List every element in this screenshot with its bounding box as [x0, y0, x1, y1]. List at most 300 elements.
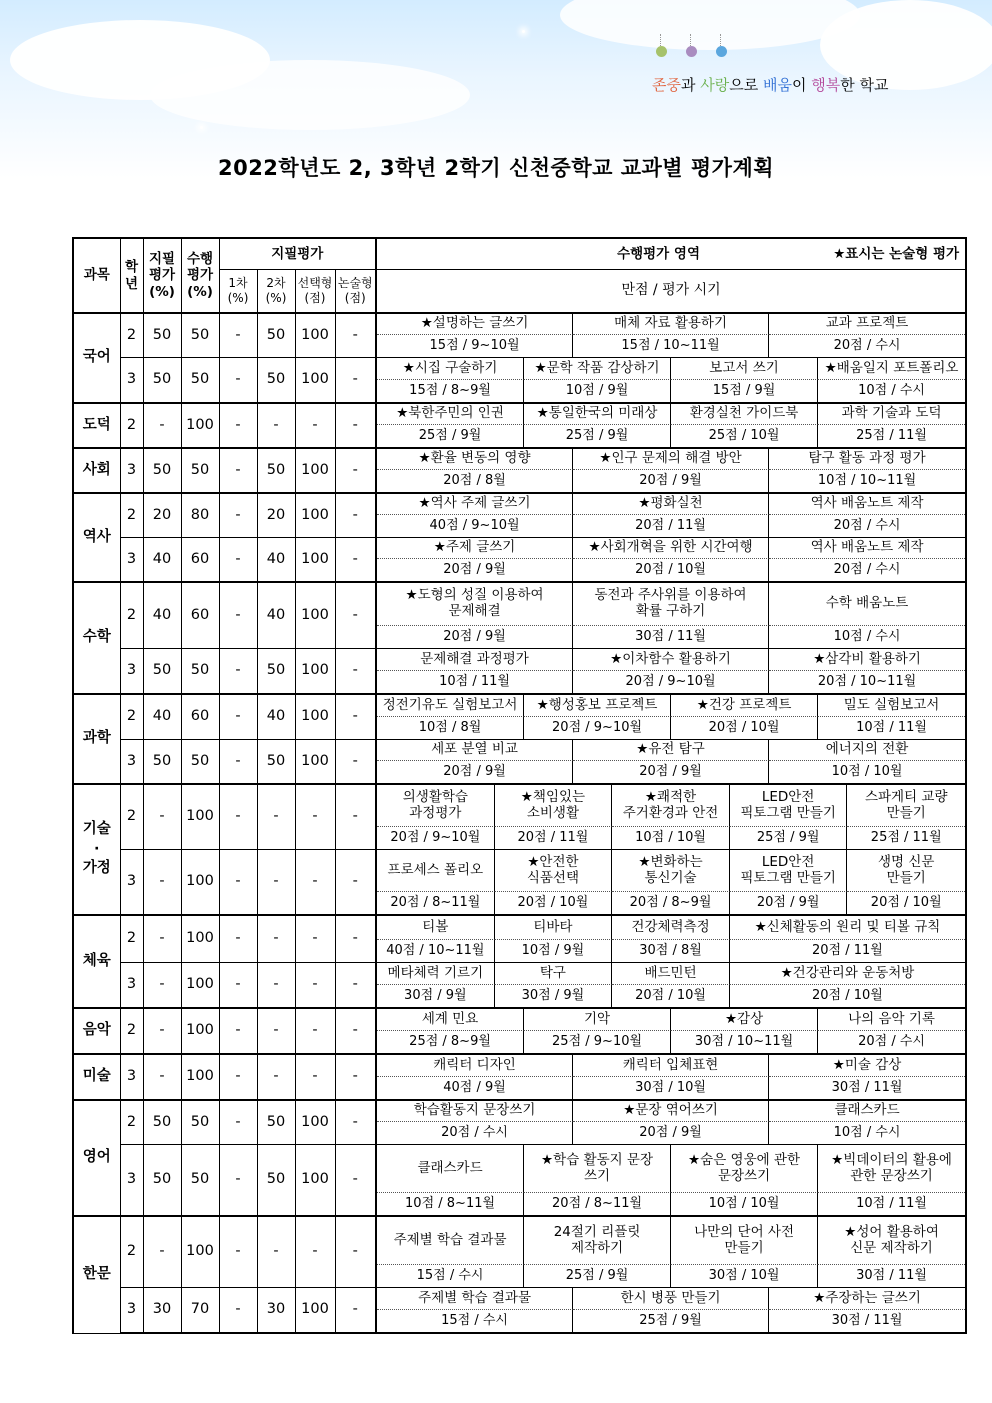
performance-task-names: [377, 1288, 965, 1310]
score-period: 20점 / 수시: [833, 337, 901, 353]
performance-task: 환경실천 가이드북: [671, 404, 818, 425]
first-cell: -: [219, 538, 257, 583]
score-period: 20점 / 8~11월: [524, 1193, 671, 1215]
second-cell: 50: [257, 1145, 295, 1217]
performance-task: 24절기 리플릿 제작하기: [524, 1217, 671, 1265]
performance-task-names: [377, 358, 965, 380]
score-period: 20점 / 수시: [377, 1122, 573, 1144]
score-period: 15점 / 9~10월: [377, 335, 573, 357]
first-cell: -: [219, 784, 257, 850]
subject-label: 영어: [82, 1149, 111, 1166]
subject-label: 수학: [82, 629, 111, 646]
performance-task-scores: [377, 515, 965, 537]
performance-task-scores: [377, 892, 965, 914]
wr-cell: 50: [143, 649, 181, 695]
first-cell: -: [219, 649, 257, 695]
choice-cell: 100: [295, 740, 335, 785]
score-period: 40점 / 9~10월: [377, 515, 573, 537]
performance-task: ★성어 활용하여 신문 제작하기: [818, 1217, 965, 1265]
performance-task: 수학 배움노트: [769, 583, 965, 626]
score-period: 10점 / 8~11월: [377, 1193, 524, 1215]
table-row: [73, 582, 966, 649]
score-period: 25점 / 10월: [671, 425, 818, 447]
subject-label: 음악: [82, 1022, 111, 1039]
wr-cell: 40: [143, 538, 181, 583]
performance-task: 티볼: [377, 916, 495, 940]
score-period: 25점 / 9월: [377, 425, 524, 447]
performance-task: ★배움일지 포트폴리오: [818, 358, 965, 380]
performance-task-names: [377, 1009, 965, 1031]
performance-task: LED안전 픽토그램 만들기: [730, 785, 848, 827]
score-period: 10점 / 수시: [858, 382, 925, 398]
first-cell: -: [219, 694, 257, 740]
performance-task-scores: [377, 1193, 965, 1215]
performance-cell: [376, 784, 966, 850]
grade-cell: 3: [120, 740, 143, 785]
performance-task: 티바타: [495, 916, 613, 940]
subject-cell: [73, 915, 120, 1008]
subject-label: 미술: [82, 1068, 111, 1085]
performance-cell: [376, 493, 966, 538]
performance-task: ★건강관리와 운동처방: [730, 963, 965, 985]
header-star-note: ★표시는 논술형 평가: [833, 245, 960, 262]
performance-task: 밀도 실험보고서: [818, 695, 965, 717]
school-motto: [652, 74, 888, 95]
choice-cell: 100: [295, 448, 335, 493]
second-cell: -: [257, 1216, 295, 1288]
motto-word: 존중: [652, 76, 681, 94]
wr-cell: -: [143, 1054, 181, 1100]
score-period: 10점 / 9월: [495, 940, 613, 962]
performance-task: 캐릭터 입체표현: [573, 1055, 769, 1077]
table-row: [73, 403, 966, 448]
first-cell: -: [219, 1054, 257, 1100]
wr-cell: -: [143, 915, 181, 963]
performance-task: ★책임있는 소비생활: [495, 785, 613, 827]
score-period: 30점 / 11월: [856, 1267, 927, 1283]
second-cell: -: [257, 403, 295, 448]
subject-label: 국어: [82, 349, 111, 366]
essay-cell: -: [335, 1054, 376, 1100]
performance-task: 에너지의 전환: [769, 740, 965, 761]
performance-task: 역사 배움노트 제작: [769, 494, 965, 515]
score-period: 30점 / 8월: [612, 940, 730, 962]
performance-task-names: [377, 695, 965, 717]
grade-cell: 3: [120, 1145, 143, 1217]
score-period: 20점 / 수시: [833, 517, 901, 533]
performance-task: 스파게티 교량 만들기: [847, 785, 965, 827]
score-period: 15점 / 수시: [377, 1265, 524, 1287]
pr-cell: 100: [181, 784, 219, 850]
score-period: 20점 / 9월: [573, 1122, 769, 1144]
performance-task-names: [377, 1217, 965, 1265]
pr-cell: 50: [181, 649, 219, 695]
performance-task: 배드민턴: [612, 963, 730, 985]
pr-cell: 80: [181, 493, 219, 538]
performance-task: ★이차함수 활용하기: [573, 649, 769, 671]
score-period: 10점 / 11월: [856, 719, 927, 735]
choice-cell: 100: [295, 1145, 335, 1217]
pr-cell: 60: [181, 538, 219, 583]
performance-task-names: [377, 583, 965, 626]
score-period: 20점 / 10월: [870, 894, 942, 910]
score-period: 25점 / 8~9월: [377, 1031, 524, 1053]
choice-cell: -: [295, 850, 335, 916]
evaluation-plan-table: [72, 237, 967, 1334]
performance-task: 클래스카드: [769, 1101, 965, 1122]
table-row: [73, 850, 966, 916]
pr-cell: 70: [181, 1288, 219, 1334]
essay-cell: -: [335, 358, 376, 404]
second-cell: 50: [257, 740, 295, 785]
score-period: 20점 / 10월: [812, 987, 883, 1003]
performance-task: 문제해결 과정평가: [377, 649, 573, 671]
performance-task: 세포 분열 비교: [377, 740, 573, 761]
score-period: 10점 / 11월: [377, 671, 573, 693]
choice-cell: -: [295, 1008, 335, 1054]
table-row: [73, 649, 966, 695]
motto-text: 과: [680, 76, 701, 94]
first-cell: -: [219, 1145, 257, 1217]
performance-task-names: [377, 494, 965, 515]
header-perf-area-label: 수행평가 영역: [617, 245, 700, 262]
wr-cell: 50: [143, 1100, 181, 1145]
grade-cell: 2: [120, 313, 143, 358]
score-period: 20점 / 10월: [495, 892, 613, 914]
pr-cell: 50: [181, 448, 219, 493]
score-period: 30점 / 10~11월: [671, 1031, 818, 1053]
grade-cell: 2: [120, 915, 143, 963]
first-cell: -: [219, 740, 257, 785]
essay-cell: -: [335, 963, 376, 1009]
performance-task: ★북한주민의 인권: [377, 404, 524, 425]
performance-task: ★문학 작품 감상하기: [524, 358, 671, 380]
score-period: 10점 / 수시: [833, 1124, 901, 1140]
performance-cell: [376, 1216, 966, 1288]
second-cell: 50: [257, 313, 295, 358]
score-period: 20점 / 8월: [377, 470, 573, 492]
choice-cell: 100: [295, 1288, 335, 1334]
score-period: 20점 / 10월: [671, 717, 818, 739]
table-row: [73, 493, 966, 538]
performance-task-names: [377, 404, 965, 425]
table-row: [73, 694, 966, 740]
score-period: 20점 / 9월: [377, 559, 573, 581]
performance-task: ★통일한국의 미래상: [524, 404, 671, 425]
score-period: 20점 / 10월: [573, 559, 769, 581]
pr-cell: 50: [181, 1100, 219, 1145]
score-period: 20점 / 8~9월: [612, 892, 730, 914]
grade-cell: 2: [120, 1216, 143, 1288]
table-row: [73, 1008, 966, 1054]
score-period: 20점 / 9월: [377, 761, 573, 783]
score-period: 10점 / 10월: [671, 1193, 818, 1215]
header-second: 2차 (%): [257, 269, 295, 313]
performance-task: 의생활학습 과정평가: [377, 785, 495, 827]
performance-task: 역사 배움노트 제작: [769, 538, 965, 559]
score-period: 20점 / 9~10월: [573, 671, 769, 693]
table-row: [73, 1288, 966, 1334]
first-cell: -: [219, 1008, 257, 1054]
performance-task: ★숨은 영웅에 관한 문장쓰기: [671, 1145, 818, 1193]
performance-task: 한시 병풍 만들기: [573, 1288, 769, 1310]
score-period: 10점 / 8월: [377, 717, 524, 739]
second-cell: 50: [257, 448, 295, 493]
grade-cell: 2: [120, 784, 143, 850]
performance-task-scores: [377, 380, 965, 402]
performance-task: 매체 자료 활용하기: [573, 314, 769, 335]
performance-task: ★삼각비 활용하기: [769, 649, 965, 671]
performance-task: 나만의 단어 사전 만들기: [671, 1217, 818, 1265]
essay-cell: -: [335, 740, 376, 785]
score-period: 20점 / 9~10월: [377, 827, 495, 849]
performance-task: 클래스카드: [377, 1145, 524, 1193]
performance-cell: [376, 1288, 966, 1334]
table-row: [73, 1145, 966, 1217]
performance-task: ★평화실천: [573, 494, 769, 515]
grade-cell: 3: [120, 963, 143, 1009]
performance-task: 메타체력 기르기: [377, 963, 495, 985]
table-row: [73, 538, 966, 583]
choice-cell: 100: [295, 1100, 335, 1145]
grade-cell: 3: [120, 538, 143, 583]
header-choice: 선택형 (점): [295, 269, 335, 313]
essay-cell: -: [335, 538, 376, 583]
performance-task-scores: [377, 1265, 965, 1287]
first-cell: -: [219, 1100, 257, 1145]
choice-cell: -: [295, 1054, 335, 1100]
wr-cell: 50: [143, 1145, 181, 1217]
score-period: 10점 / 수시: [833, 628, 901, 644]
sparkle-decoration: [522, 30, 525, 33]
score-period: 25점 / 9월: [573, 1310, 769, 1332]
performance-cell: [376, 915, 966, 963]
header-essay: 논술형 (점): [335, 269, 376, 313]
performance-task-names: [377, 449, 965, 470]
performance-task: ★인구 문제의 해결 방안: [573, 449, 769, 470]
second-cell: 50: [257, 649, 295, 695]
performance-task-names: [377, 649, 965, 671]
dot-icon: [686, 46, 697, 57]
wr-cell: -: [143, 1008, 181, 1054]
score-period: 30점 / 10월: [671, 1265, 818, 1287]
choice-cell: 100: [295, 313, 335, 358]
performance-cell: [376, 448, 966, 493]
subject-label: 한문: [82, 1265, 111, 1282]
essay-cell: -: [335, 403, 376, 448]
essay-cell: -: [335, 313, 376, 358]
score-period: 30점 / 9월: [377, 985, 495, 1007]
subject-cell: [73, 403, 120, 448]
first-cell: -: [219, 915, 257, 963]
performance-task: 프로세스 폴리오: [377, 850, 495, 892]
table-row: [73, 784, 966, 850]
performance-task: ★미술 감상: [769, 1055, 965, 1077]
performance-task: 생명 신문 만들기: [847, 850, 965, 892]
score-period: 15점 / 10~11월: [573, 335, 769, 357]
subject-cell: [73, 582, 120, 694]
score-period: 10점 / 10월: [831, 763, 903, 779]
header-subject: 과목: [73, 238, 120, 313]
grade-cell: 3: [120, 448, 143, 493]
grade-cell: 2: [120, 493, 143, 538]
score-period: 10점 / 10월: [612, 827, 730, 849]
first-cell: -: [219, 963, 257, 1009]
second-cell: 20: [257, 493, 295, 538]
second-cell: -: [257, 915, 295, 963]
subject-cell: [73, 1054, 120, 1100]
performance-task: ★문장 엮어쓰기: [573, 1101, 769, 1122]
performance-task: ★역사 주제 글쓰기: [377, 494, 573, 515]
document-title: 2022학년도 2, 3학년 2학기 신천중학교 교과별 평가계획: [217, 156, 775, 180]
dot-icon: [656, 46, 667, 57]
motto-word: 사랑: [700, 76, 730, 94]
performance-task: ★변화하는 통신기술: [612, 850, 730, 892]
pr-cell: 50: [181, 358, 219, 404]
pr-cell: 100: [181, 1054, 219, 1100]
wr-cell: 50: [143, 448, 181, 493]
second-cell: 30: [257, 1288, 295, 1334]
table-row: [73, 358, 966, 404]
subject-label: 기술 · 가정: [82, 821, 111, 877]
performance-task: ★빅데이터의 활용에 관한 문장쓰기: [818, 1145, 965, 1193]
subject-cell: [73, 784, 120, 915]
second-cell: -: [257, 1054, 295, 1100]
performance-task-scores: [377, 470, 965, 492]
second-cell: 40: [257, 538, 295, 583]
performance-task-names: [377, 538, 965, 559]
essay-cell: -: [335, 1288, 376, 1334]
performance-cell: [376, 582, 966, 649]
score-period: 20점 / 10월: [612, 985, 730, 1007]
essay-cell: -: [335, 649, 376, 695]
first-cell: -: [219, 313, 257, 358]
grade-cell: 3: [120, 1054, 143, 1100]
table-row: [73, 1100, 966, 1145]
performance-cell: [376, 1008, 966, 1054]
score-period: 20점 / 9월: [730, 892, 848, 914]
performance-task: ★건강 프로젝트: [671, 695, 818, 717]
score-period: 15점 / 9월: [671, 380, 818, 402]
essay-cell: -: [335, 1100, 376, 1145]
performance-task: 캐릭터 디자인: [377, 1055, 573, 1077]
performance-cell: [376, 649, 966, 695]
performance-cell: [376, 1054, 966, 1100]
first-cell: -: [219, 448, 257, 493]
grade-cell: 2: [120, 694, 143, 740]
performance-task-names: [377, 916, 965, 940]
subject-cell: [73, 493, 120, 582]
performance-task: 보고서 쓰기: [671, 358, 818, 380]
score-period: 20점 / 11월: [812, 942, 883, 958]
performance-task-scores: [377, 626, 965, 648]
second-cell: 50: [257, 358, 295, 404]
wr-cell: -: [143, 784, 181, 850]
subject-label: 사회: [82, 461, 111, 478]
essay-cell: -: [335, 448, 376, 493]
motto-word: 행복: [811, 76, 841, 94]
score-period: 30점 / 9월: [495, 985, 613, 1007]
score-period: 20점 / 11월: [495, 827, 613, 849]
performance-task: ★쾌적한 주거환경과 안전: [612, 785, 730, 827]
essay-cell: -: [335, 493, 376, 538]
performance-cell: [376, 358, 966, 404]
performance-task: ★환율 변동의 영향: [377, 449, 573, 470]
score-period: 30점 / 10월: [573, 1077, 769, 1099]
score-period: 20점 / 9~10월: [524, 717, 671, 739]
performance-task-scores: [377, 985, 965, 1007]
pr-cell: 100: [181, 850, 219, 916]
subject-cell: [73, 1216, 120, 1333]
second-cell: -: [257, 850, 295, 916]
score-period: 15점 / 수시: [377, 1310, 573, 1332]
choice-cell: 100: [295, 694, 335, 740]
wr-cell: 50: [143, 740, 181, 785]
header-first: 1차 (%): [219, 269, 257, 313]
performance-task: ★시집 구술하기: [377, 358, 524, 380]
wr-cell: -: [143, 403, 181, 448]
subject-label: 과학: [82, 730, 111, 747]
score-period: 25점 / 9월: [524, 425, 671, 447]
performance-cell: [376, 1100, 966, 1145]
performance-task: ★도형의 성질 이용하여 문제해결: [377, 583, 573, 626]
performance-task: ★주제 글쓰기: [377, 538, 573, 559]
performance-task: 탐구 활동 과정 평가: [769, 449, 965, 470]
grade-cell: 3: [120, 1288, 143, 1334]
header-grade: 학 년: [120, 238, 143, 313]
performance-task-scores: [377, 671, 965, 693]
pr-cell: 100: [181, 1008, 219, 1054]
subject-cell: [73, 694, 120, 784]
second-cell: -: [257, 784, 295, 850]
score-period: 10점 / 9월: [524, 380, 671, 402]
performance-task: ★행성홍보 프로젝트: [524, 695, 671, 717]
performance-task: ★설명하는 글쓰기: [377, 314, 573, 335]
essay-cell: -: [335, 784, 376, 850]
choice-cell: 100: [295, 649, 335, 695]
choice-cell: -: [295, 915, 335, 963]
performance-task: ★주장하는 글쓰기: [769, 1288, 965, 1310]
choice-cell: 100: [295, 493, 335, 538]
pr-cell: 50: [181, 313, 219, 358]
performance-task: ★유전 탐구: [573, 740, 769, 761]
performance-task-names: [377, 785, 965, 827]
table-row: [73, 740, 966, 785]
table-row: [73, 313, 966, 358]
score-period: 20점 / 9월: [573, 470, 769, 492]
wr-cell: 50: [143, 358, 181, 404]
wr-cell: 30: [143, 1288, 181, 1334]
performance-task-scores: [377, 1310, 965, 1332]
performance-cell: [376, 963, 966, 1009]
first-cell: -: [219, 1216, 257, 1288]
score-period: 25점 / 9월: [730, 827, 848, 849]
performance-task-scores: [377, 425, 965, 447]
score-period: 25점 / 11월: [870, 829, 942, 845]
wr-cell: 20: [143, 493, 181, 538]
pr-cell: 100: [181, 1216, 219, 1288]
performance-task-names: [377, 1145, 965, 1193]
performance-task: 주제별 학습 결과물: [377, 1288, 573, 1310]
choice-cell: 100: [295, 538, 335, 583]
pr-cell: 100: [181, 963, 219, 1009]
performance-task: ★감상: [671, 1009, 818, 1031]
performance-cell: [376, 538, 966, 583]
decoration-dots: [652, 42, 732, 62]
score-period: 30점 / 11월: [573, 626, 769, 648]
wr-cell: 50: [143, 313, 181, 358]
wr-cell: -: [143, 963, 181, 1009]
